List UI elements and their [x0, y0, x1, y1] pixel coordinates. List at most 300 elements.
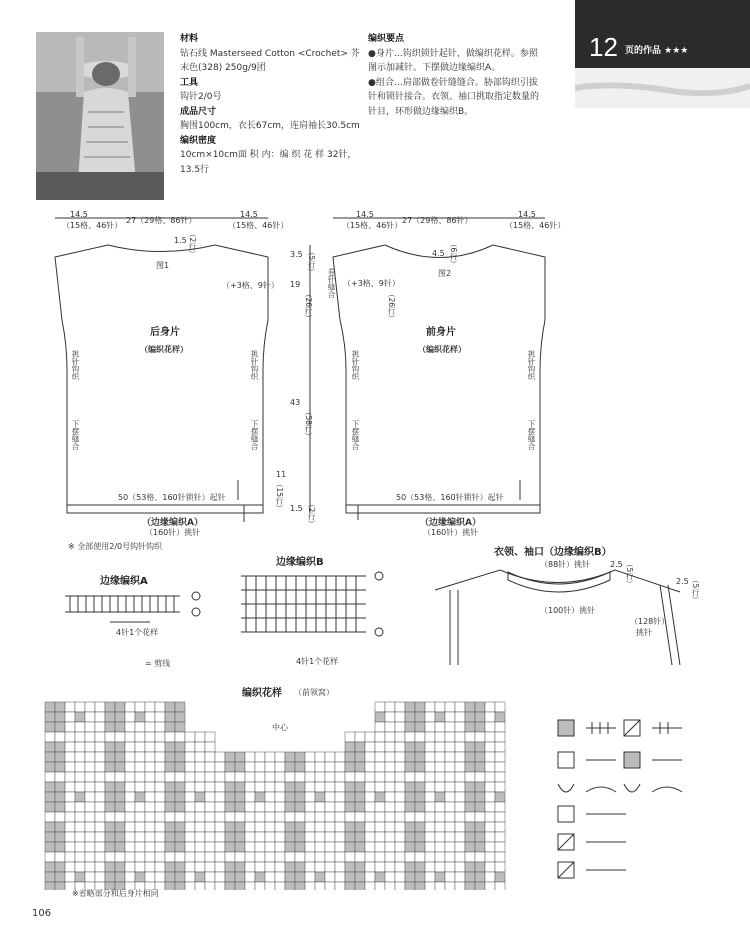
back-neck: 1.5 [174, 236, 187, 245]
chart-cell [405, 822, 415, 832]
chart-cell [295, 882, 305, 890]
points-p2a: ●组合…肩部做卷针缝缝合。胁部钩织引拔 [368, 77, 538, 88]
chart-cell [405, 712, 415, 722]
chart-cell [175, 802, 185, 812]
chart-cell [195, 772, 205, 782]
chart-cell [115, 742, 125, 752]
chart-cell [185, 762, 195, 772]
chart-cell [105, 762, 115, 772]
collar-sleeve: （128针） [630, 617, 670, 626]
chart-cell [95, 732, 105, 742]
chart-cell [345, 832, 355, 842]
chart-cell [65, 852, 75, 862]
chart-cell [45, 872, 55, 882]
chart-cell [465, 832, 475, 842]
chart-cell [195, 882, 205, 890]
chart-cell [485, 852, 495, 862]
chart-cell [305, 852, 315, 862]
chart-cell [335, 852, 345, 862]
chart-cell [245, 772, 255, 782]
chart-cell [85, 812, 95, 822]
chart-cell [95, 862, 105, 872]
chart-cell [475, 882, 485, 890]
chart-cell [395, 822, 405, 832]
chart-cell [335, 752, 345, 762]
chart-cell [185, 802, 195, 812]
chart-cell [245, 782, 255, 792]
chart-cell [125, 832, 135, 842]
chart-cell [465, 862, 475, 872]
chart-cell [45, 752, 55, 762]
chart-cell [165, 852, 175, 862]
chart-cell [75, 862, 85, 872]
chart-cell [105, 732, 115, 742]
chart-cell [75, 832, 85, 842]
chart-cell [225, 792, 235, 802]
chart-cell [395, 842, 405, 852]
chart-cell [165, 722, 175, 732]
chart-cell [65, 812, 75, 822]
chart-cell [355, 792, 365, 802]
chart-cell [225, 882, 235, 890]
chart-cell [435, 862, 445, 872]
chart-cell [85, 872, 95, 882]
chart-cell [125, 762, 135, 772]
chart-cell [325, 792, 335, 802]
chart-cell [465, 702, 475, 712]
chart-cell [325, 782, 335, 792]
chart-cell [85, 762, 95, 772]
chart-cell [105, 782, 115, 792]
chart-cell [295, 762, 305, 772]
chart-cell [145, 832, 155, 842]
chart-cell [445, 742, 455, 752]
chart-cell [435, 802, 445, 812]
chart-cell [425, 812, 435, 822]
chart-cell [335, 782, 345, 792]
chart-cell [335, 882, 345, 890]
chart-cell [255, 822, 265, 832]
chart-cell [55, 842, 65, 852]
chart-cell [275, 752, 285, 762]
chart-cell [415, 702, 425, 712]
chart-cell [315, 762, 325, 772]
chart-cell [175, 852, 185, 862]
chart-cell [185, 732, 195, 742]
chart-cell [75, 852, 85, 862]
chart-cell [375, 742, 385, 752]
chart-cell [415, 782, 425, 792]
chart-cell [55, 862, 65, 872]
chart-cell [405, 852, 415, 862]
front-increase: （+3格、9针） [343, 279, 400, 288]
chart-cell [435, 702, 445, 712]
chart-cell [325, 812, 335, 822]
chart-cell [405, 772, 415, 782]
chart-cell [345, 842, 355, 852]
collar-neck-pick: （88针）挑针 [540, 560, 591, 569]
chart-cell [55, 852, 65, 862]
chart-cell [45, 702, 55, 712]
chart-cell [365, 792, 375, 802]
chart-cell [215, 772, 225, 782]
chart-cell [175, 812, 185, 822]
chart-cell [375, 702, 385, 712]
chart-cell [45, 822, 55, 832]
chart-cell [105, 722, 115, 732]
chart-cell [245, 812, 255, 822]
chart-cell [475, 742, 485, 752]
chart-cell [385, 872, 395, 882]
chart-cell [175, 742, 185, 752]
chart-cell [165, 822, 175, 832]
chart-cell [115, 832, 125, 842]
chart-cell [215, 842, 225, 852]
dim-5: 1.5 [290, 504, 303, 513]
chart-cell [335, 802, 345, 812]
chart-cell [165, 832, 175, 842]
chart-cell [315, 832, 325, 842]
chart-cell [295, 822, 305, 832]
chart-subtitle: （前领窝） [294, 688, 334, 697]
chart-cell [395, 802, 405, 812]
chart-cell [285, 872, 295, 882]
chart-cell [45, 832, 55, 842]
chart-cell [285, 782, 295, 792]
chart-cell [255, 762, 265, 772]
chart-cell [135, 812, 145, 822]
chart-cell [445, 832, 455, 842]
chart-cell [305, 872, 315, 882]
chart-cell [175, 862, 185, 872]
chart-cell [485, 702, 495, 712]
gauge-title: 编织密度 [180, 135, 217, 146]
back-pick: （160针）挑针 [145, 528, 201, 537]
chart-cell [485, 862, 495, 872]
chart-cell [475, 812, 485, 822]
chart-cell [375, 722, 385, 732]
chart-cell [465, 752, 475, 762]
chart-cell [415, 832, 425, 842]
collar-sleeve2: 挑针 [636, 628, 652, 637]
chart-cell [385, 802, 395, 812]
chart-cell [325, 882, 335, 890]
chart-cell [415, 752, 425, 762]
chart-cell [125, 842, 135, 852]
chart-cell [65, 752, 75, 762]
chart-cell [365, 862, 375, 872]
chart-cell [95, 852, 105, 862]
chart-cell [225, 862, 235, 872]
back-top-right: 14.5 [240, 210, 258, 219]
chart-cell [85, 712, 95, 722]
chart-cell [55, 882, 65, 890]
chart-cell [75, 742, 85, 752]
chart-cell [495, 702, 505, 712]
chart-cell [445, 822, 455, 832]
chart-cell [195, 862, 205, 872]
chart-cell [315, 882, 325, 890]
chart-cell [125, 752, 135, 762]
chart-cell [185, 812, 195, 822]
chart-cell [385, 842, 395, 852]
chart-cell [115, 852, 125, 862]
chart-cell [225, 762, 235, 772]
chart-cell [155, 712, 165, 722]
front-pattern: （编织花样） [418, 345, 466, 354]
chart-cell [135, 802, 145, 812]
chart-cell [135, 732, 145, 742]
chart-cell [135, 772, 145, 782]
chart-cell [325, 762, 335, 772]
chart-cell [455, 712, 465, 722]
edge-a-legend: = 剪线 [145, 659, 171, 668]
chart-cell [95, 752, 105, 762]
chart-cell [185, 842, 195, 852]
chart-cell [415, 762, 425, 772]
chart-cell [375, 842, 385, 852]
chart-cell [225, 802, 235, 812]
chart-cell [195, 782, 205, 792]
chart-cell [155, 752, 165, 762]
chart-cell [355, 822, 365, 832]
chart-cell [45, 732, 55, 742]
chart-cell [345, 762, 355, 772]
chart-cell [85, 802, 95, 812]
chart-cell [355, 742, 365, 752]
chart-cell [405, 702, 415, 712]
chart-cell [215, 862, 225, 872]
symbol-legend [556, 718, 736, 883]
stitch-chart [40, 690, 520, 890]
chart-cell [85, 772, 95, 782]
chart-cell [155, 732, 165, 742]
chart-cell [125, 822, 135, 832]
chart-cell [315, 872, 325, 882]
chart-cell [145, 752, 155, 762]
chart-cell [455, 852, 465, 862]
chart-cell [145, 852, 155, 862]
chart-cell [255, 842, 265, 852]
chart-cell [295, 812, 305, 822]
chart-cell [375, 832, 385, 842]
chart-cell [175, 822, 185, 832]
chart-cell [495, 842, 505, 852]
chart-cell [185, 752, 195, 762]
chart-cell [65, 732, 75, 742]
back-side-right2: 下摆缝合 [250, 420, 259, 450]
chart-cell [495, 792, 505, 802]
chart-cell [65, 712, 75, 722]
chart-cell [265, 862, 275, 872]
chart-cell [445, 812, 455, 822]
chart-cell [445, 722, 455, 732]
chart-cell [205, 822, 215, 832]
chart-cell [345, 732, 355, 742]
chart-cell [235, 862, 245, 872]
chart-cell [45, 812, 55, 822]
chart-cell [265, 792, 275, 802]
chart-cell [65, 742, 75, 752]
chart-cell [405, 722, 415, 732]
chart-cell [435, 732, 445, 742]
hook-note: ※ 全部使用2/0号钩针钩织 [68, 542, 163, 551]
points-title: 编织要点 [368, 34, 405, 44]
chart-cell [105, 772, 115, 782]
chart-cell [485, 732, 495, 742]
chart-cell [65, 862, 75, 872]
chart-cell [325, 872, 335, 882]
chart-cell [205, 772, 215, 782]
chart-cell [265, 782, 275, 792]
chart-cell [475, 702, 485, 712]
chart-cell [355, 852, 365, 862]
chart-cell [95, 822, 105, 832]
chart-cell [75, 842, 85, 852]
chart-cell [285, 802, 295, 812]
chart-cell [115, 782, 125, 792]
chart-cell [275, 852, 285, 862]
chart-cell [215, 802, 225, 812]
chart-cell [295, 862, 305, 872]
chart-center: 中心 [272, 723, 288, 732]
chart-cell [245, 862, 255, 872]
front-name: 前身片 [426, 327, 456, 338]
chart-cell [395, 742, 405, 752]
chart-cell [155, 762, 165, 772]
chart-cell [125, 802, 135, 812]
chart-cell [225, 832, 235, 842]
chart-cell [145, 802, 155, 812]
chart-cell [165, 842, 175, 852]
chart-cell [135, 792, 145, 802]
chart-cell [115, 762, 125, 772]
chart-cell [245, 792, 255, 802]
chart-cell [125, 722, 135, 732]
chart-cell [135, 862, 145, 872]
chart-cell [165, 742, 175, 752]
materials-line1: 钻石线 Masterseed Cotton <Crochet> 芥 [180, 48, 360, 59]
chart-cell [465, 872, 475, 882]
chart-cell [305, 822, 315, 832]
chart-cell [195, 832, 205, 842]
chart-cell [485, 742, 495, 752]
chart-cell [165, 812, 175, 822]
chart-cell [495, 882, 505, 890]
chart-cell [155, 702, 165, 712]
chart-cell [185, 822, 195, 832]
chart-cell [285, 862, 295, 872]
chart-cell [85, 702, 95, 712]
chart-cell [365, 832, 375, 842]
chart-cell [255, 872, 265, 882]
chart-cell [305, 802, 315, 812]
chart-cell [295, 832, 305, 842]
chart-cell [345, 822, 355, 832]
chart-cell [315, 752, 325, 762]
badge-number: 12 [589, 32, 618, 62]
chart-cell [145, 822, 155, 832]
front-top-right: 14.5 [518, 210, 536, 219]
chart-cell [145, 862, 155, 872]
chart-cell [135, 722, 145, 732]
chart-cell [275, 872, 285, 882]
chart-cell [295, 752, 305, 762]
chart-cell [345, 742, 355, 752]
chart-cell [475, 792, 485, 802]
chart-cell [455, 872, 465, 882]
chart-cell [125, 782, 135, 792]
chart-cell [185, 772, 195, 782]
chart-cell [365, 762, 375, 772]
chart-cell [305, 792, 315, 802]
back-neck-rows: （2行） [188, 230, 197, 258]
chart-cell [385, 772, 395, 782]
badge-text: 页的作品 ★★★ [625, 46, 689, 56]
chart-cell [355, 732, 365, 742]
chart-cell [155, 852, 165, 862]
chart-cell [105, 742, 115, 752]
chart-cell [75, 712, 85, 722]
chart-cell [45, 862, 55, 872]
front-top-right-sub: （15格、46针） [505, 221, 566, 230]
chart-cell [375, 752, 385, 762]
chart-cell [55, 812, 65, 822]
chart-cell [455, 742, 465, 752]
chart-cell [85, 782, 95, 792]
chart-cell [325, 862, 335, 872]
chart-cell [495, 832, 505, 842]
chart-cell [155, 832, 165, 842]
chart-cell [435, 822, 445, 832]
chart-cell [235, 752, 245, 762]
chart-cell [385, 742, 395, 752]
materials-line2: 末色(328) 250g/9团 [180, 63, 266, 73]
chart-cell [205, 742, 215, 752]
chart-cell [435, 782, 445, 792]
chart-cell [445, 752, 455, 762]
chart-cell [155, 812, 165, 822]
chart-cell [315, 852, 325, 862]
chart-cell [245, 752, 255, 762]
chart-cell [355, 862, 365, 872]
back-pattern: （编织花样） [140, 345, 188, 354]
chart-cell [415, 852, 425, 862]
chart-cell [135, 752, 145, 762]
chart-cell [355, 752, 365, 762]
edge-a-title: 边缘编织A [100, 576, 148, 587]
chart-cell [175, 792, 185, 802]
chart-cell [195, 822, 205, 832]
chart-cell [345, 812, 355, 822]
back-name: 后身片 [150, 327, 180, 338]
chart-cell [495, 732, 505, 742]
chart-cell [215, 882, 225, 890]
back-top-mid: 27（29格、86针） [126, 216, 197, 225]
chart-cell [465, 842, 475, 852]
chart-cell [45, 882, 55, 890]
chart-cell [175, 762, 185, 772]
chart-cell [75, 812, 85, 822]
front-shoulder-note: 卷针缝合 [327, 268, 336, 298]
chart-cell [425, 782, 435, 792]
chart-cell [495, 712, 505, 722]
chart-cell [115, 752, 125, 762]
chart-cell [305, 762, 315, 772]
chart-cell [355, 872, 365, 882]
chart-cell [335, 872, 345, 882]
chart-cell [415, 862, 425, 872]
